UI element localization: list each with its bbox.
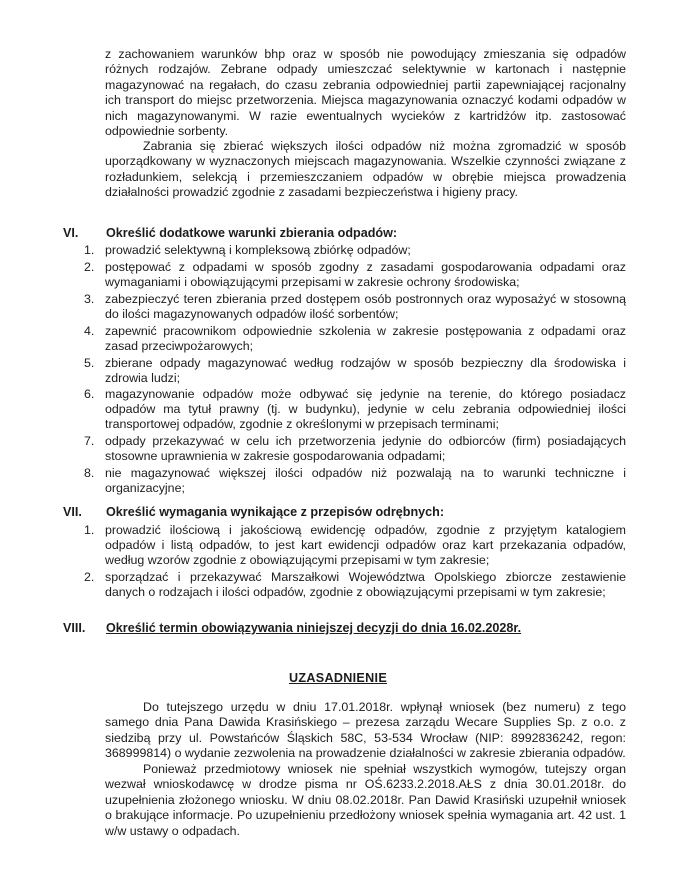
section-vi-list-item	[84, 466, 626, 496]
section-vi-list-item-text: postępować z odpadami w sposób zgodny z zasadami gospodarowania odpadami oraz wymaganiami i obowiązującymi przepisami w zakresie ochrony środowiska;	[105, 259, 626, 289]
section-vi-list	[84, 243, 626, 498]
section-vi-list-item-number: 6.	[84, 387, 95, 402]
section-vii-list-item-text: sporządzać i przekazywać Marszałkowi Województwa Opolskiego zbiorcze zestawienie danych o rodzajach i ilości odpadów, zgodnie z obowiązującymi przepisami w tym zakresie;	[105, 569, 626, 599]
continuation-paragraph-1: z zachowaniem warunków bhp oraz w sposób nie powodujący zmieszania się odpadów różnych rodzajów. Zebrane odpady umieszczać selektywnie w kartonach i następnie magazynować na regałach, do czasu zebrania odpowiedniej partii zapewniającej racjonalny ich transport do miejsc przetworzenia. Miejsca magazynowania oznaczyć kodami odpadów w nich magazynowanymi. W razie ewentualnych wycieków z kartridżów itp. zastosować odpowiednie sorbenty.	[105, 47, 626, 139]
section-vi-list-item-text: nie magazynować większej ilości odpadów niż pozwalają na to warunki techniczne i organizacyjne;	[105, 466, 626, 496]
section-viii-title: Określić termin obowiązywania niniejszej decyzji do dnia 16.02.2028r.	[106, 621, 522, 635]
section-vii-title: Określić wymagania wynikające z przepisów odrębnych:	[106, 505, 445, 519]
section-vi-list-item-text: magazynowanie odpadów może odbywać się jedynie na terenie, do którego posiadacz odpadów ma tytuł prawny (tj. w budynku), jedynie w celu zebrania odpowiedniej ilości transportowej odpadów, zgodnie z określonymi w przepisach terminami;	[105, 387, 626, 432]
section-vii-list-item	[84, 570, 626, 600]
section-vi-list-item-number: 4.	[84, 323, 95, 338]
section-vi-list-item-text: zapewnić pracownikom odpowiednie szkolenia w zakresie postępowania z odpadami oraz zasad przeciwpożarowych;	[105, 323, 626, 353]
section-vii-list-item-number: 1.	[84, 523, 95, 537]
section-viii-number: VIII.	[63, 621, 86, 635]
section-vii-number: VII.	[63, 505, 82, 519]
continuation-paragraph-2: Zabrania się zbierać większych ilości odpadów niż można zgromadzić w sposób uporządkowany w wyznaczonych miejscach magazynowania. Wszelkie czynności związane z rozładunkiem, selekcją i przemieszczaniem odpadów w obrębie miejsca prowadzenia działalności prowadzić zgodnie z zasadami bezpieczeństwa i higieny pracy.	[105, 139, 626, 200]
section-vi-list-item	[84, 260, 626, 290]
section-vi-list-item	[84, 324, 626, 354]
justification-heading	[0, 671, 676, 685]
section-vi-list-item-number: 2.	[84, 259, 95, 274]
section-vi-list-item-text: zabezpieczyć teren zbierania przed dostępem osób postronnych oraz wyposażyć w stosowną do ilości magazynowanych odpadów ilość sorbentów;	[105, 291, 626, 321]
section-vii-list-item-text: prowadzić ilościową i jakościową ewidencję odpadów, zgodnie z przyjętym katalogiem odpadów i listą odpadów, to jest kart ewidencji odpadów oraz kart przekazania odpadów, według wzorów zgodnie z obowiązującymi przepisami w tym zakresie;	[105, 523, 626, 567]
section-vi-list-item-text: odpady przekazywać w celu ich przetworzenia jedynie do odbiorców (firm) posiadających stosowne uprawnienia w zakresie gospodarowania odpadami;	[105, 434, 626, 464]
section-vi-list-item-number: 8.	[84, 466, 95, 481]
section-vi-list-item-number: 5.	[84, 355, 95, 370]
section-vi-list-item-number: 7.	[84, 434, 95, 449]
section-vi-list-item-text: prowadzić selektywną i kompleksową zbiórkę odpadów;	[105, 243, 411, 257]
section-vi-number: VI.	[63, 226, 79, 240]
section-vii-list	[84, 523, 626, 602]
section-vi-list-item	[84, 434, 626, 464]
section-vi-list-item-number: 1.	[84, 243, 95, 257]
justification-paragraph-1: Do tutejszego urzędu w dniu 17.01.2018r. wpłynął wniosek (bez numeru) z tego samego dnia Pana Dawida Krasińskiego – prezesa zarządu Wecare Supplies Sp. z o.o. z siedzibą przy ul. Powstańców Śląskich 58C, 53-534 Wrocław (NIP: 8992836242, regon: 368999814) o wydanie zezwolenia na prowadzenie działalności w zakresie zbierania odpadów.	[105, 700, 626, 761]
section-vi-list-item-number: 3.	[84, 291, 95, 306]
section-vi-title: Określić dodatkowe warunki zbierania odpadów:	[106, 226, 398, 240]
section-vi-list-item	[84, 292, 626, 322]
justification-heading-text: UZASADNIENIE	[288, 671, 388, 685]
section-vii-list-item	[84, 523, 626, 568]
section-vi-list-item	[84, 356, 626, 386]
section-vii-list-item-number: 2.	[84, 569, 95, 584]
section-vi-list-item	[84, 387, 626, 432]
justification-paragraph-2: Ponieważ przedmiotowy wniosek nie spełniał wszystkich wymogów, tutejszy organ wezwał wnioskodawcę w drodze pisma nr OŚ.6233.2.2018.AŁS z dnia 30.01.2018r. do uzupełnienia złożonego wniosku. W dniu 08.02.2018r. Pan Dawid Krasiński uzupełnił wniosek o brakujące informacje. Po uzupełnieniu przedłożony wniosek spełnia wymagania art. 42 ust. 1 w/w ustawy o odpadach.	[105, 762, 626, 838]
section-vi-list-item	[84, 243, 626, 258]
section-vi-list-item-text: zbierane odpady magazynować według rodzajów w sposób bezpieczny dla środowiska i zdrowia ludzi;	[105, 355, 626, 385]
